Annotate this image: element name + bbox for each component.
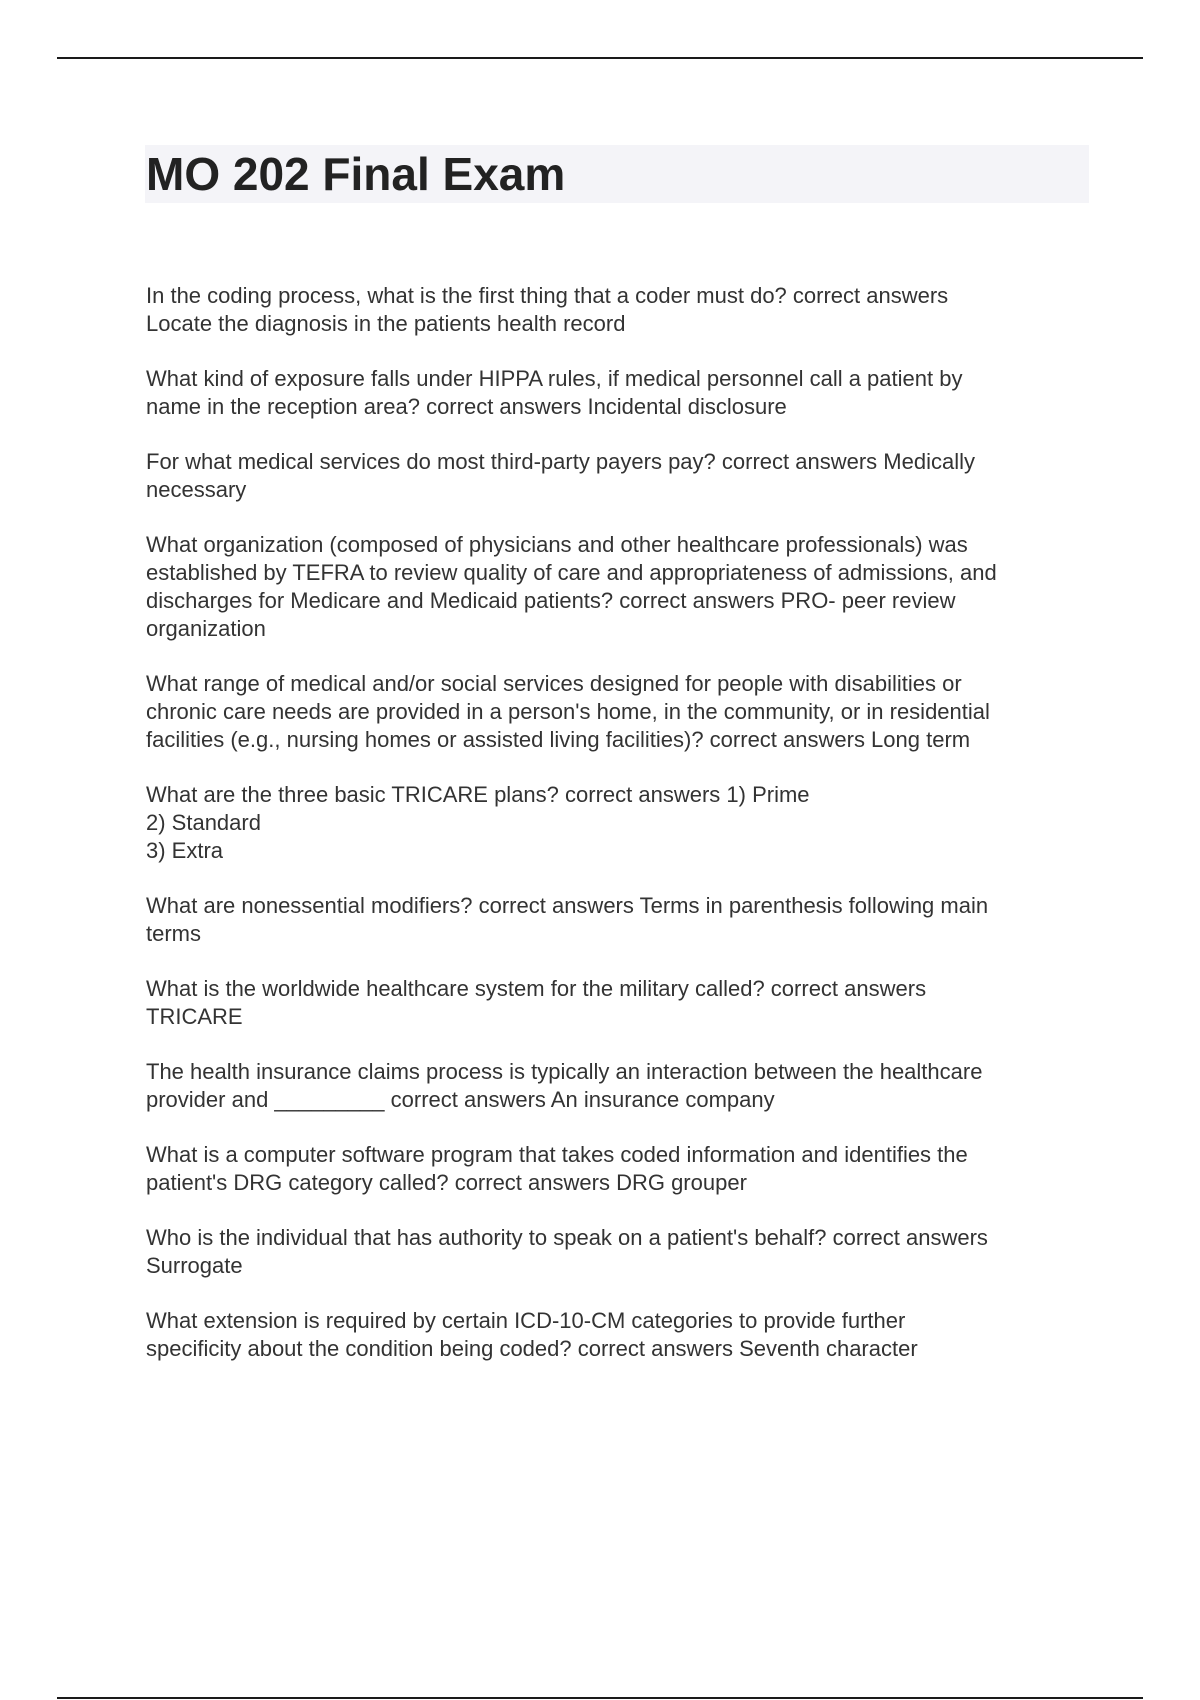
qa-item-6: What are the three basic TRICARE plans? correct answers 1) Prime 2) Standard 3) Extra [146,782,810,863]
qa-item-9: The health insurance claims process is typically an interaction between the healthcare provider and _________ correct answers An insurance company [146,1059,983,1112]
qa-item-8: What is the worldwide healthcare system for the military called? correct answers TRICARE [146,976,927,1029]
qa-item-7: What are nonessential modifiers? correct answers Terms in parenthesis following main terms [146,893,989,946]
qa-item-11: Who is the individual that has authority to speak on a patient's behalf? correct answers Surrogate [146,1225,988,1278]
bottom-rule [57,1697,1143,1699]
qa-item-3: For what medical services do most third-party payers pay? correct answers Medically necessary [146,449,975,502]
qa-item-5: What range of medical and/or social services designed for people with disabilities or chronic care needs are provided in a person's home, in the community, or in residential facilities (e.g., nursing homes or assisted living facilities)? correct answers Long term [146,671,990,752]
document-title: MO 202 Final Exam [146,148,566,200]
qa-item-10: What is a computer software program that takes coded information and identifies the patient's DRG category called? correct answers DRG grouper [146,1142,968,1195]
qa-list [146,282,1101,1390]
top-rule [57,57,1143,59]
qa-item-4: What organization (composed of physicians and other healthcare professionals) was established by TEFRA to review quality of care and appropriateness of admissions, and discharges for Medicare and Medicaid patients? correct answers PRO- peer review organization [146,532,997,641]
qa-item-2: What kind of exposure falls under HIPPA rules, if medical personnel call a patient by name in the reception area? correct answers Incidental disclosure [146,366,963,419]
qa-item-12: What extension is required by certain ICD-10-CM categories to provide further specificity about the condition being coded? correct answers Seventh character [146,1308,918,1361]
qa-item-1: In the coding process, what is the first thing that a coder must do? correct answers Locate the diagnosis in the patients health record [146,283,949,336]
